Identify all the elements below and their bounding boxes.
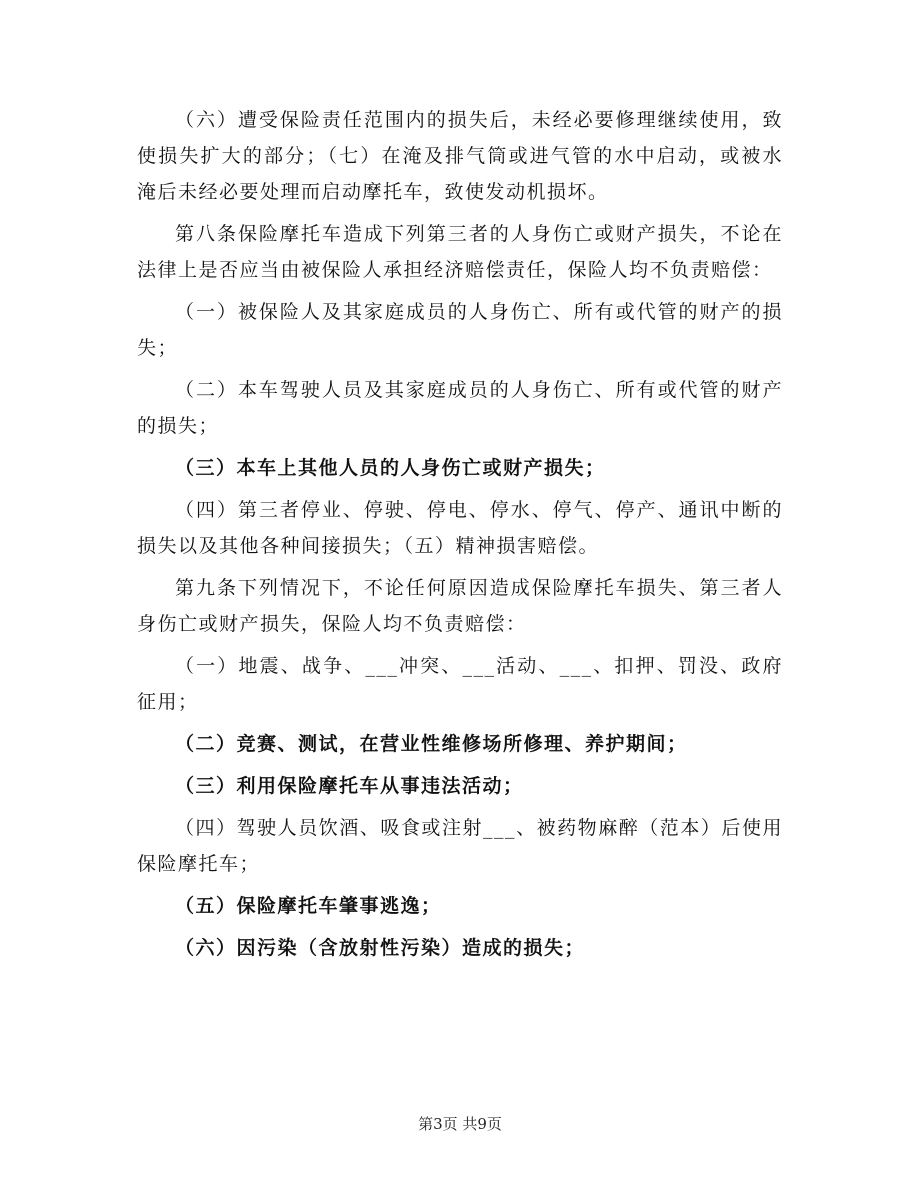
paragraph: （二）本车驾驶人员及其家庭成员的人身伤亡、所有或代管的财产的损失； bbox=[137, 379, 783, 437]
paragraph: （一）被保险人及其家庭成员的人身伤亡、所有或代管的财产的损失； bbox=[137, 301, 783, 359]
document-body bbox=[137, 102, 783, 972]
paragraph: （二）竞赛、测试，在营业性维修场所修理、养护期间； bbox=[175, 733, 688, 755]
paragraph: （四）第三者停业、停驶、停电、停水、停气、停产、通讯中断的损失以及其他各种间接损失；（五）精神损害赔偿。 bbox=[137, 499, 783, 557]
paragraph: （三）利用保险摩托车从事违法活动； bbox=[175, 775, 524, 797]
paragraph: （六）因污染（含放射性污染）造成的损失； bbox=[175, 937, 586, 959]
paragraph: （三）本车上其他人员的人身伤亡或财产损失； bbox=[175, 457, 606, 479]
paragraph: （一）地震、战争、___冲突、___活动、___、扣押、罚没、政府征用； bbox=[137, 655, 783, 713]
paragraph: （六）遭受保险责任范围内的损失后，未经必要修理继续使用，致使损失扩大的部分；（七）在淹及排气筒或进气管的水中启动，或被水淹后未经必要处理而启动摩托车，致使发动机损坏。 bbox=[137, 109, 783, 203]
page-number-footer: 第3页 共9页 bbox=[418, 1115, 502, 1133]
paragraph: （四）驾驶人员饮酒、吸食或注射___、被药物麻醉（范本）后使用保险摩托车； bbox=[137, 817, 783, 875]
paragraph: 第八条保险摩托车造成下列第三者的人身伤亡或财产损失，不论在法律上是否应当由被保险人承担经济赔偿责任，保险人均不负责赔偿： bbox=[137, 223, 783, 281]
paragraph: 第九条下列情况下，不论任何原因造成保险摩托车损失、第三者人身伤亡或财产损失，保险人均不负责赔偿： bbox=[137, 577, 783, 635]
paragraph: （五）保险摩托车肇事逃逸； bbox=[175, 895, 442, 917]
